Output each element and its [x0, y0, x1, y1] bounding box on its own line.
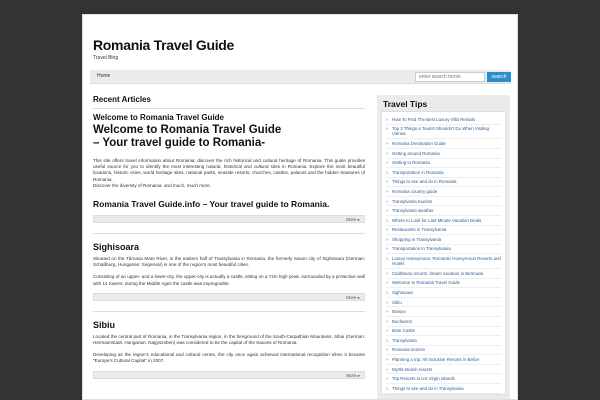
sidebar-link[interactable]: » Transylvania weather — [386, 206, 501, 216]
sidebar-link[interactable]: » Myrtle Beach resorts — [386, 365, 501, 375]
sidebar-title: Travel Tips — [383, 99, 428, 109]
post-paragraph-text: This site offers travel information about Romania; discover the rich historical and cultural heritage of Romania. This guide provides useful source for you to identify the most interesting natural, historical and cultural sites in Romania. Explore the most beautiful locations, historic cities, world heritage sites, national parks, seaside resorts, churches, castles, palaces and the hidden treasures of Romania. — [93, 158, 365, 182]
post-heading — [93, 124, 365, 150]
post-sibiu — [93, 312, 365, 379]
sidebar-link[interactable]: » Top 3 Things a Tourist Shouldn't Do When Visiting Vienna — [386, 125, 501, 140]
more-bar — [93, 371, 365, 379]
post-paragraph: Developing as the region's educational and cultural centre, the city once again achieved international recognition when it became "Europe's Cultural Capital" in 2007. — [93, 352, 365, 364]
post-title[interactable]: Sighisoara — [93, 242, 140, 253]
travel-tips-list — [381, 111, 506, 395]
post-paragraph-text: Discover the diversity of Romania, and much, much more. — [93, 182, 211, 188]
arrow-right-icon: ▸ — [357, 294, 360, 300]
sidebar-link[interactable]: » Transportation in Transylvania — [386, 245, 501, 255]
sidebar-link[interactable]: » Getting around Romania — [386, 149, 501, 159]
post-welcome — [93, 109, 365, 223]
section-title: Recent Articles — [93, 95, 365, 109]
page-wrapper — [82, 14, 518, 400]
sidebar-link[interactable]: » Romania country guide — [386, 187, 501, 197]
more-link[interactable]: More ▸ — [346, 372, 360, 378]
sidebar-link[interactable]: » Things to see and do in Transylvania — [386, 384, 501, 394]
sidebar-link[interactable]: » Planning a trip: All Inclusive Resorts in Belize — [386, 355, 501, 365]
more-link[interactable]: More ▸ — [346, 217, 360, 223]
post-paragraph: Consisting of an upper- and a lower-city, the upper-city is actually a castle, sitting on a 72m high peak, surrounded by a protective wall with 14 towers; during the Middle Ages the castle was impregnable. — [93, 274, 365, 286]
post-title[interactable]: Welcome to Romania Travel Guide — [93, 113, 224, 122]
more-bar — [93, 215, 365, 223]
nav-item-home[interactable]: Home — [97, 73, 111, 79]
sidebar-link[interactable]: » How To Find The Best Luxury Villa Rentals — [386, 115, 501, 125]
sidebar-link[interactable]: » Sibiu — [386, 298, 501, 308]
site-title[interactable]: Romania Travel Guide — [93, 37, 235, 53]
post-heading-line2: – Your travel guide to Romania- — [93, 137, 266, 149]
more-bar — [93, 293, 365, 301]
sidebar-link[interactable]: » Getting to Romania — [386, 159, 501, 169]
sidebar-link[interactable]: » Transportation in Romania — [386, 168, 501, 178]
post-title[interactable]: Sibiu — [93, 319, 115, 330]
sidebar-link[interactable]: » Bran Castle — [386, 327, 501, 337]
post-paragraph — [93, 158, 365, 189]
sidebar-link[interactable]: » Sighisoara — [386, 288, 501, 298]
post-paragraph: Located the central part of Romania, in the Transylvania region, in the foreground of the South-Carpathian Mountains, Sibiu (German: Hermannstadt, Hungarian: Nagyszeben) was considered to be the capital of the Saxons of Romania. — [93, 333, 365, 346]
sidebar-link[interactable]: » Transylvania tourism — [386, 197, 501, 207]
sidebar-link[interactable]: » Bucharest — [386, 317, 501, 327]
nav-bar — [90, 70, 511, 84]
sidebar-link[interactable]: » Where to Look for Last Minute Vacation Deals — [386, 216, 501, 226]
sidebar-link[interactable]: » Welcome to Romania Travel Guide — [386, 279, 501, 289]
post-sighisoara — [93, 234, 365, 301]
sidebar-link[interactable]: » Caribbean resorts: dream vacation in Bermuda — [386, 269, 501, 279]
more-link[interactable]: More ▸ — [346, 294, 360, 300]
sidebar-link[interactable]: » Romania tourism — [386, 346, 501, 356]
sidebar-link[interactable]: » Transylvania — [386, 336, 501, 346]
post-paragraph: Situated on the Târnava Mare River, in the eastern half of Transylvania in Romania, the formerly Saxon city of Sighisoara (German: Schäßburg, Hungarian: Segesvár) is one of the region's most beautiful cities. — [93, 256, 365, 268]
arrow-right-icon: ▸ — [357, 372, 360, 378]
site-description: Travel Blog — [93, 55, 119, 61]
post-subheading: Romania Travel Guide.info – Your travel guide to Romania. — [93, 199, 330, 210]
sidebar-link[interactable]: » Brasov — [386, 307, 501, 317]
sidebar-link[interactable]: » Romania Destination Guide — [386, 139, 501, 149]
sidebar-link[interactable]: » Luxury Honeymoon: Romantic Honeymoon Resorts and Hotels — [386, 254, 501, 269]
sidebar-link[interactable]: » Restaurants in Transylvania — [386, 226, 501, 236]
search-button[interactable]: search — [487, 72, 511, 82]
post-heading-line1: Welcome to Romania Travel Guide — [93, 124, 282, 136]
search-input[interactable] — [415, 72, 485, 82]
sidebar — [377, 95, 510, 400]
sidebar-link[interactable]: » Shopping in Transylvania — [386, 235, 501, 245]
arrow-right-icon: ▸ — [357, 217, 360, 223]
sidebar-link[interactable]: » Top Resorts in US Virgin Islands — [386, 374, 501, 384]
sidebar-link[interactable]: » Things to see and do in Romania — [386, 178, 501, 188]
main-content — [93, 95, 365, 379]
